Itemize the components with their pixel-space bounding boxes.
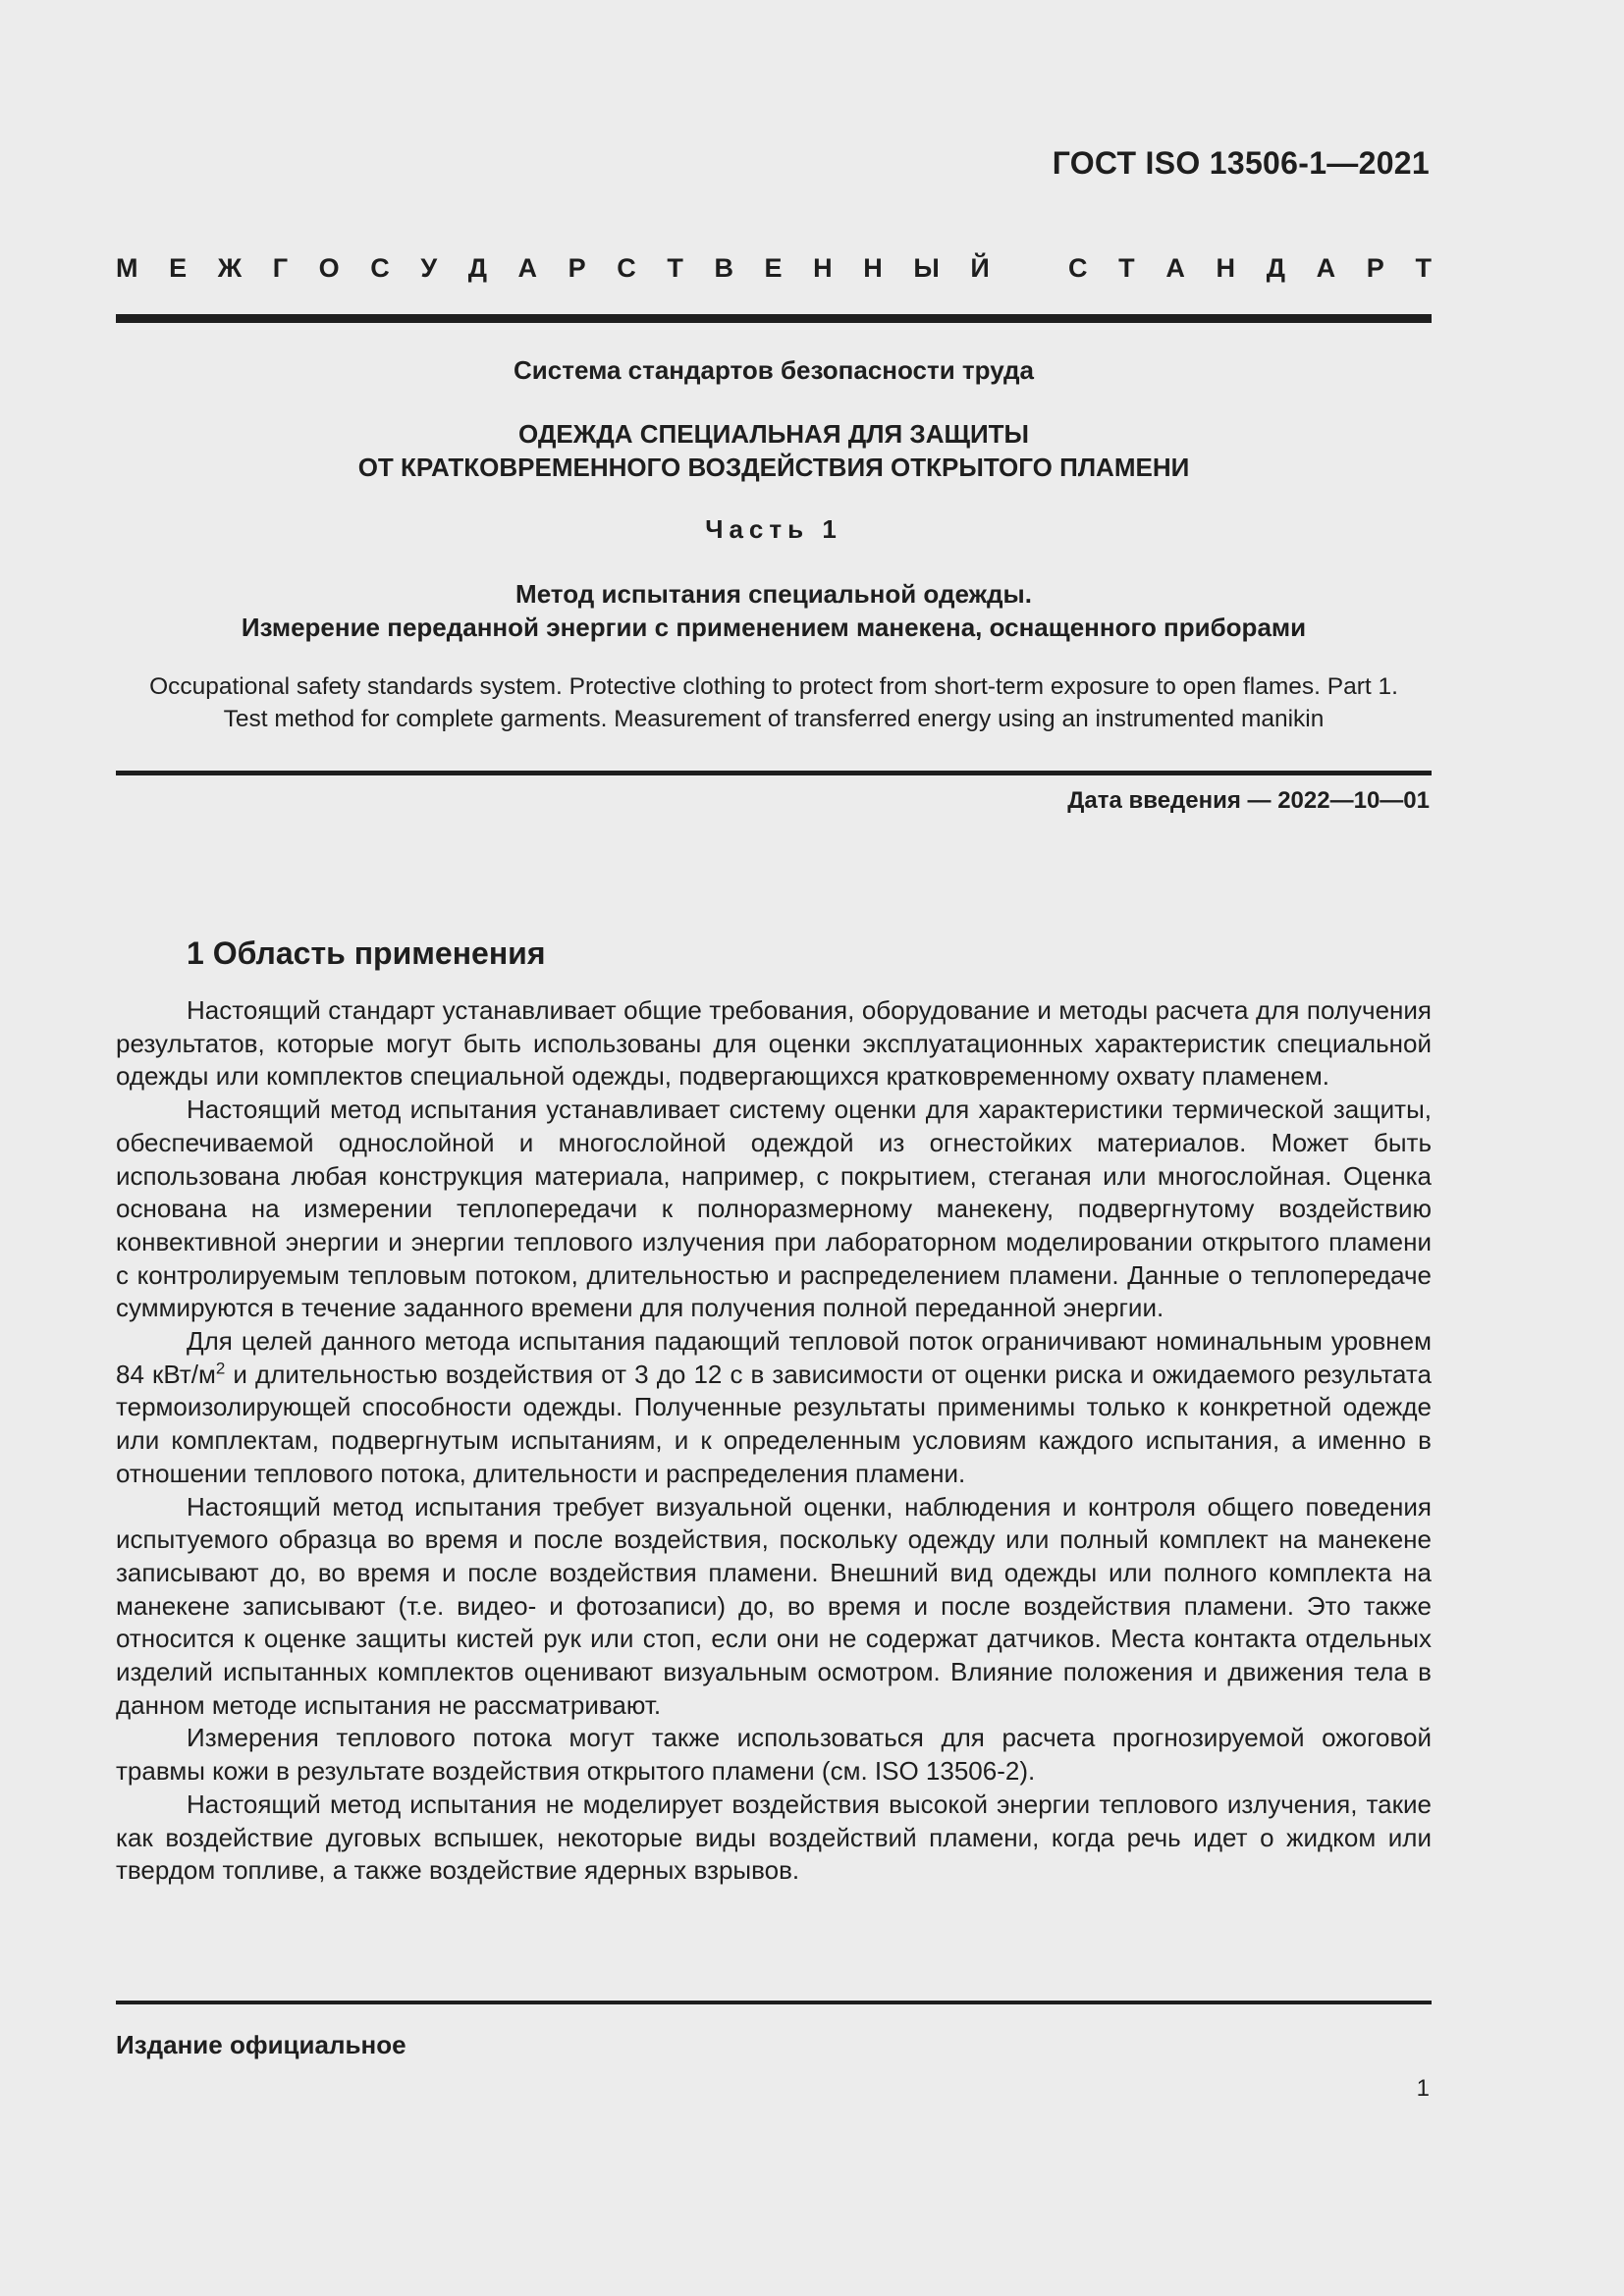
main-title-line: ОТ КРАТКОВРЕМЕННОГО ВОЗДЕЙСТВИЯ ОТКРЫТОГО ПЛАМЕНИ bbox=[357, 453, 1190, 482]
paragraph-text: Для целей данного метода испытания падающий тепловой поток ограничивают номинальным уровнем 84 кВт/м bbox=[116, 1326, 1432, 1389]
banner-letter: С bbox=[1068, 253, 1088, 283]
header-divider bbox=[116, 314, 1432, 323]
english-title-line: Test method for complete garments. Measurement of transferred energy using an instrumented manikin bbox=[223, 706, 1325, 732]
edition-label: Издание официальное bbox=[116, 2030, 406, 2059]
subtitle-line: Измерение переданной энергии с применением манекена, оснащенного приборами bbox=[241, 613, 1307, 642]
banner-letter: Д bbox=[1266, 253, 1285, 283]
banner-letter: Й bbox=[970, 253, 990, 283]
banner-letter: Т bbox=[1415, 253, 1432, 283]
banner-letter: Ы bbox=[913, 253, 940, 283]
superscript: 2 bbox=[215, 1359, 226, 1378]
section-heading: 1 Область применения bbox=[187, 935, 546, 971]
banner-letter: У bbox=[420, 253, 438, 283]
banner-letter: Ж bbox=[217, 253, 243, 283]
english-title bbox=[116, 670, 1432, 735]
paragraph bbox=[116, 1325, 1432, 1491]
banner-letter: Р bbox=[1366, 253, 1384, 283]
banner-letter: Н bbox=[813, 253, 833, 283]
banner-letter: В bbox=[714, 253, 733, 283]
banner-letter: Т bbox=[667, 253, 683, 283]
subtitle-line: Метод испытания специальной одежды. bbox=[515, 579, 1032, 609]
banner-letter: Е bbox=[169, 253, 188, 283]
banner-word-interstate bbox=[116, 253, 990, 283]
part-label: Часть 1 bbox=[705, 514, 842, 544]
banner-letter: А bbox=[1165, 253, 1185, 283]
english-title-line: Occupational safety standards system. Protective clothing to protect from short-term exposure to open flames. Part 1. bbox=[149, 673, 1398, 700]
banner-letter: Р bbox=[568, 253, 586, 283]
introduction-date: Дата введения — 2022—10—01 bbox=[1067, 787, 1430, 814]
paragraph-text: и длительностью воздействия от 3 до 12 с в зависимости от оценки риска и ожидаемого результата термоизолирующей способности одежды. Полученные результаты применимы только к конкретной одежде или комплектам, подвергнутым испытаниям, и к определенным условиям каждого испытания, а именно в отношении теплового потока, длительности и распределения пламени. bbox=[116, 1359, 1432, 1488]
paragraph: Настоящий метод испытания требует визуальной оценки, наблюдения и контроля общего поведения испытуемого образца во время и после воздействия, поскольку одежду или полный комплект на манекене записывают до, во время и после воздействия пламени. Внешний вид одежды или полного комплекта на манекене записывают (т.е. видео- и фотозаписи) до, во время и после воздействия пламени. Это также относится к оценке защиты кистей рук или стоп, если они не содержат датчиков. Места контакта отдельных изделий испытанных комплектов оценивают визуальным осмотром. Влияние положения и движения тела в данном методе испытания не рассматривают. bbox=[116, 1491, 1432, 1720]
banner-letter: Е bbox=[764, 253, 783, 283]
paragraph: Настоящий метод испытания устанавливает систему оценки для характеристики термической защиты, обеспечиваемой однослойной и многослойной одеждой из огнестойких материалов. Может быть использована любая конструкция материала, например, с покрытием, стеганая или многослойная. Оценка основана на измерении теплопередачи к полноразмерному манекену, подвергнутому воздействию конвективной энергии и энергии теплового излучения при лабораторном моделировании открытого пламени с контролируемым тепловым потоком, длительностью и распределением пламени. Данные о теплопередаче суммируются в течение заданного времени для получения полной переданной энергии. bbox=[116, 1095, 1432, 1323]
section-body bbox=[116, 994, 1432, 1888]
banner-letter: Г bbox=[272, 253, 289, 283]
banner-word-standard bbox=[1068, 253, 1432, 283]
banner-letter: Н bbox=[1216, 253, 1236, 283]
footer-divider bbox=[116, 2001, 1432, 2004]
page-number: 1 bbox=[1416, 2075, 1430, 2102]
main-title-line: ОДЕЖДА СПЕЦИАЛЬНАЯ ДЛЯ ЗАЩИТЫ bbox=[518, 419, 1029, 449]
main-title bbox=[116, 417, 1432, 484]
banner-letter: А bbox=[517, 253, 538, 283]
subtitle bbox=[116, 577, 1432, 644]
banner-letter: С bbox=[370, 253, 390, 283]
document-number: ГОСТ ISO 13506-1—2021 bbox=[1052, 145, 1430, 181]
banner-letter: Д bbox=[467, 253, 487, 283]
interstate-standard-banner bbox=[116, 253, 1432, 283]
system-title: Система стандартов безопасности труда bbox=[514, 355, 1034, 385]
banner-letter: С bbox=[617, 253, 636, 283]
banner-letter: М bbox=[116, 253, 138, 283]
banner-letter: Н bbox=[863, 253, 883, 283]
paragraph: Измерения теплового потока могут также использоваться для расчета прогнозируемой ожоговой травмы кожи в результате воздействия открытого пламени (см. ISO 13506-2). bbox=[116, 1723, 1432, 1787]
banner-letter: О bbox=[318, 253, 340, 283]
banner-letter: Т bbox=[1118, 253, 1135, 283]
paragraph: Настоящий метод испытания не моделирует воздействия высокой энергии теплового излучения, такие как воздействие дуговых вспышек, некоторые виды воздействий пламени, когда речь идет о жидком или твердом топливе, а также воздействие ядерных взрывов. bbox=[116, 1789, 1432, 1886]
banner-letter: А bbox=[1316, 253, 1336, 283]
paragraph: Настоящий стандарт устанавливает общие требования, оборудование и методы расчета для получения результатов, которые могут быть использованы для оценки эксплуатационных характеристик специальной одежды или комплектов специальной одежды, подвергающихся кратковременному охвату пламенем. bbox=[116, 995, 1432, 1092]
title-divider bbox=[116, 771, 1432, 775]
